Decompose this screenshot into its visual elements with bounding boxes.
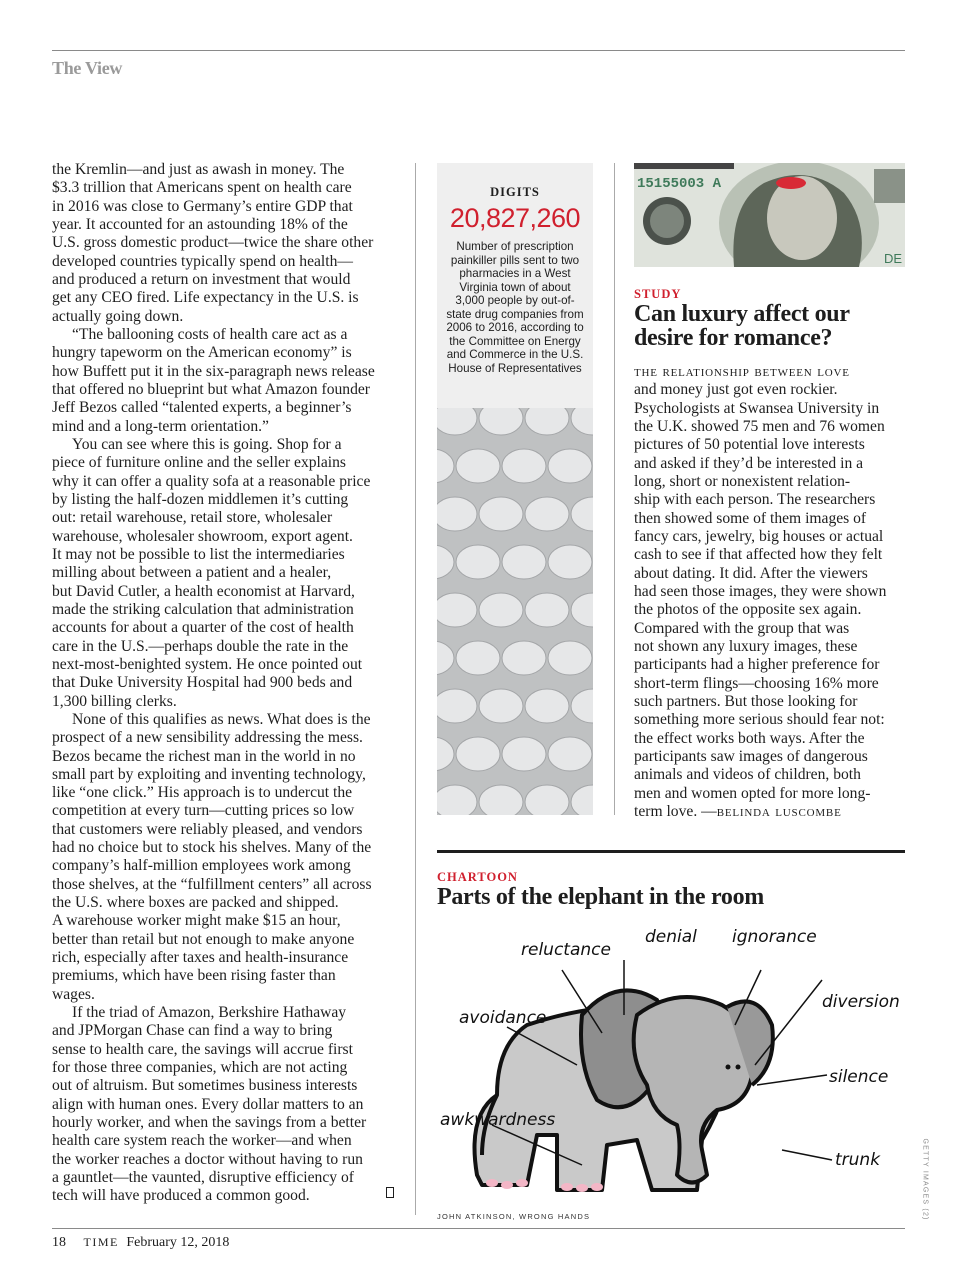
article-line: out: retail warehouse, retail store, wholesaler: [52, 509, 333, 527]
article-line: made the striking calculation that administration: [52, 600, 354, 618]
study-line: participants saw images of dangerous: [634, 747, 868, 765]
banknote-serial: 15155003 A: [637, 176, 722, 192]
pill: [456, 641, 500, 675]
magazine-name: TIME: [83, 1235, 119, 1249]
article-line: and produced a return on investment that would: [52, 270, 351, 288]
article-line: It may not be possible to list the intermediaries: [52, 545, 345, 563]
article-line: $3.3 trillion that Americans spent on health care: [52, 179, 352, 197]
article-line: rich, especially after taxes and health-insurance: [52, 949, 349, 967]
article-line: None of this qualifies as news. What does is the: [72, 710, 371, 728]
label-avoidance: avoidance: [459, 1008, 547, 1028]
article-line: prospect of a new sensibility addressing the mess.: [52, 729, 363, 747]
pill: [502, 449, 546, 483]
study-body: [634, 363, 914, 821]
digits-description: Number of prescription painkiller pills sent to two pharmacies in a West Virginia town of about 3,000 people by out-of-state drug companies from 2006 to 2016, according to the Committee on Energy and Commerce in the U.S. House of Representatives: [446, 240, 584, 375]
article-line: how Buffett put it in the six-paragraph news release: [52, 362, 375, 380]
pill: [525, 689, 569, 723]
study-line: men and women opted for more long-: [634, 784, 871, 802]
article-line: company’s half-million employees work among: [52, 857, 351, 875]
study-byline: belinda luscombe: [716, 802, 842, 820]
footer: [52, 1235, 229, 1251]
article-line: a gauntlet—the vaunted, disruptive efficiency of: [52, 1169, 354, 1187]
label-ignorance: ignorance: [732, 927, 817, 947]
chartoon-kicker: CHARTOON: [437, 870, 518, 884]
study-line: had seen those images, they were shown: [634, 582, 887, 600]
study-headline-line: Can luxury affect our: [634, 301, 850, 327]
study-line: about dating. It did. After the viewers: [634, 564, 868, 582]
pill: [525, 785, 569, 815]
pill: [502, 545, 546, 579]
label-reluctance: reluctance: [521, 940, 611, 960]
article-line: for those three companies, which are not acting: [52, 1059, 348, 1077]
article-line: those shelves, at the “fulfillment centers” all across: [52, 875, 372, 893]
article-line: You can see where this is going. Shop for a: [72, 435, 342, 453]
pill: [548, 641, 592, 675]
svg-text:DE: DE: [884, 251, 903, 266]
article-line: year. It accounted for an astounding 18% of the: [52, 215, 348, 233]
article-line: premiums, which have been rising faster than: [52, 967, 336, 985]
pill: [479, 593, 523, 627]
pill: [548, 545, 592, 579]
study-line: the effect works both ways. After the: [634, 729, 865, 747]
article-line: hungry tapeworm on the American economy” is: [52, 344, 352, 362]
issue-date: February 12, 2018: [126, 1235, 230, 1250]
study-last-line: term love. —: [634, 802, 717, 820]
main-article-column: [52, 161, 402, 1206]
article-line: that customers were reliably pleased, and vendors: [52, 820, 363, 838]
elephant-cartoon: [437, 915, 907, 1205]
pill: [525, 593, 569, 627]
pill: [456, 449, 500, 483]
article-line: actually going down.: [52, 307, 184, 325]
article-line: but David Cutler, a health economist at Harvard,: [52, 582, 355, 600]
article-line: developed countries typically spend on health—: [52, 252, 353, 270]
label-denial: denial: [645, 927, 697, 947]
article-line: in 2016 was close to Germany’s entire GDP that: [52, 197, 353, 215]
article-line: the worker reaches a doctor without having to run: [52, 1150, 363, 1168]
pill: [479, 689, 523, 723]
pill: [479, 785, 523, 815]
lipstick-mark: [776, 177, 806, 189]
chartoon-caption: JOHN ATKINSON, WRONG HANDS: [437, 1212, 591, 1221]
article-line: competition at every turn—cutting prices so low: [52, 802, 355, 820]
pill: [502, 641, 546, 675]
study-lead-in: the relationship between love: [634, 363, 850, 380]
label-diversion: diversion: [822, 992, 900, 1012]
article-line: next-most-benighted system. He once pointed out: [52, 655, 363, 673]
study-line: and asked if they’d be interested in a: [634, 454, 864, 472]
study-line: such partners. But those looking for: [634, 692, 858, 710]
study-line: fancy cars, jewelry, big houses or actual: [634, 527, 884, 545]
chartoon-rule: [437, 850, 905, 853]
photo-credit: GETTY IMAGES (2): [921, 1138, 929, 1221]
bottom-rule: [52, 1228, 905, 1229]
pill: [502, 737, 546, 771]
article-line: U.S. gross domestic product—twice the share other: [52, 234, 374, 252]
article-line: piece of furniture online and the seller explains: [52, 454, 347, 472]
article-line: 1,300 billing clerks.: [52, 692, 177, 710]
article-line: accounts for about a quarter of the cost of health: [52, 619, 354, 637]
study-line: and money just got even rockier.: [634, 381, 838, 399]
article-line: mind and a long-term orientation.”: [52, 417, 269, 435]
study-line: cash to see if that affected how they felt: [634, 546, 883, 564]
digits-box: [437, 163, 593, 408]
study-line: the photos of the opposite sex again.: [634, 601, 862, 619]
top-rule: [52, 50, 905, 51]
article-line: sense to health care, the savings will accrue first: [52, 1040, 353, 1058]
column-divider: [415, 163, 416, 1215]
article-line: Jeff Bezos called “talented experts, a beginner’s: [52, 399, 352, 417]
article-line: care in the U.S.—perhaps double the rate in the: [52, 637, 349, 655]
article-line: out of altruism. But sometimes business interests: [52, 1077, 358, 1095]
study-line: Compared with the group that was: [634, 619, 850, 637]
study-line: not shown any luxury images, these: [634, 637, 858, 655]
article-line: small part by exploiting and inventing technology,: [52, 765, 366, 783]
study-line: then showed some of them images of: [634, 509, 867, 527]
study-line: something more serious should fear not:: [634, 711, 885, 729]
study-kicker: STUDY: [634, 287, 682, 301]
study-line: the U.K. showed 75 men and 76 women: [634, 417, 885, 435]
article-line: Bezos became the richest man in the world in no: [52, 747, 356, 765]
article-line: tech will have produced a common good.: [52, 1187, 310, 1205]
article-line: that offered no blueprint but what Amazon founder: [52, 380, 370, 398]
label-silence: silence: [829, 1067, 889, 1087]
study-headline-line: desire for romance?: [634, 325, 833, 351]
study-line: participants had a higher preference for: [634, 656, 880, 674]
article-line: “The ballooning costs of health care act as a: [72, 325, 348, 343]
article-line: by listing the half-dozen middlemen it’s cutting: [52, 490, 349, 508]
page-number: 18: [52, 1235, 66, 1250]
study-line: Psychologists at Swansea University in: [634, 399, 880, 417]
article-line: had no choice but to stock his shelves. Many of the: [52, 839, 372, 857]
pill: [525, 497, 569, 531]
end-mark-icon: [386, 1187, 394, 1198]
study-line: short-term flings—choosing 16% more: [634, 674, 879, 692]
chartoon-title: Parts of the elephant in the room: [437, 884, 764, 910]
pill: [548, 449, 592, 483]
pill: [437, 497, 477, 531]
article-line: get any CEO fired. Life expectancy in the U.S. is: [52, 289, 359, 307]
pills-photo: [437, 408, 593, 815]
pill: [456, 545, 500, 579]
article-line: If the triad of Amazon, Berkshire Hathaway: [72, 1004, 347, 1022]
banknote-photo: [634, 163, 905, 267]
article-line: hourly worker, and when the savings from a better: [52, 1114, 367, 1132]
article-line: the U.S. where boxes are packed and shipped.: [52, 894, 339, 912]
article-line: that Duke University Hospital had 900 beds and: [52, 674, 353, 692]
study-headline: [634, 302, 850, 350]
section-title: The View: [52, 58, 123, 78]
pill: [456, 737, 500, 771]
article-line: align with human ones. Every dollar matters to an: [52, 1095, 364, 1113]
digits-label: DIGITS: [490, 185, 540, 199]
column-divider-2: [614, 163, 615, 815]
digits-number: 20,827,260: [449, 203, 581, 233]
pill: [479, 497, 523, 531]
study-line: long, short or nonexistent relation-: [634, 472, 851, 490]
study-line: ship with each person. The researchers: [634, 491, 876, 509]
article-line: A warehouse worker might make $15 an hour,: [52, 912, 341, 930]
article-line: milling about between a patient and a healer,: [52, 564, 332, 582]
article-line: why it can offer a quality sofa at a reasonable price: [52, 472, 371, 490]
label-awkwardness: awkwardness: [440, 1110, 556, 1130]
article-line: better than retail but not enough to make anyone: [52, 930, 355, 948]
article-line: health care system reach the worker—and when: [52, 1132, 352, 1150]
article-line: the Kremlin—and just as awash in money. The: [52, 161, 345, 178]
pill: [437, 593, 477, 627]
study-line: pictures of 50 potential love interests: [634, 436, 865, 454]
pill: [548, 737, 592, 771]
study-line: animals and videos of children, both: [634, 766, 861, 784]
pill: [437, 689, 477, 723]
article-line: and JPMorgan Chase can find a way to bring: [52, 1022, 333, 1040]
article-line: wages.: [52, 985, 95, 1003]
label-trunk: trunk: [835, 1150, 881, 1170]
article-line: like “one click.” His approach is to undercut the: [52, 784, 353, 802]
article-line: warehouse, wholesaler showroom, export agent.: [52, 527, 353, 545]
